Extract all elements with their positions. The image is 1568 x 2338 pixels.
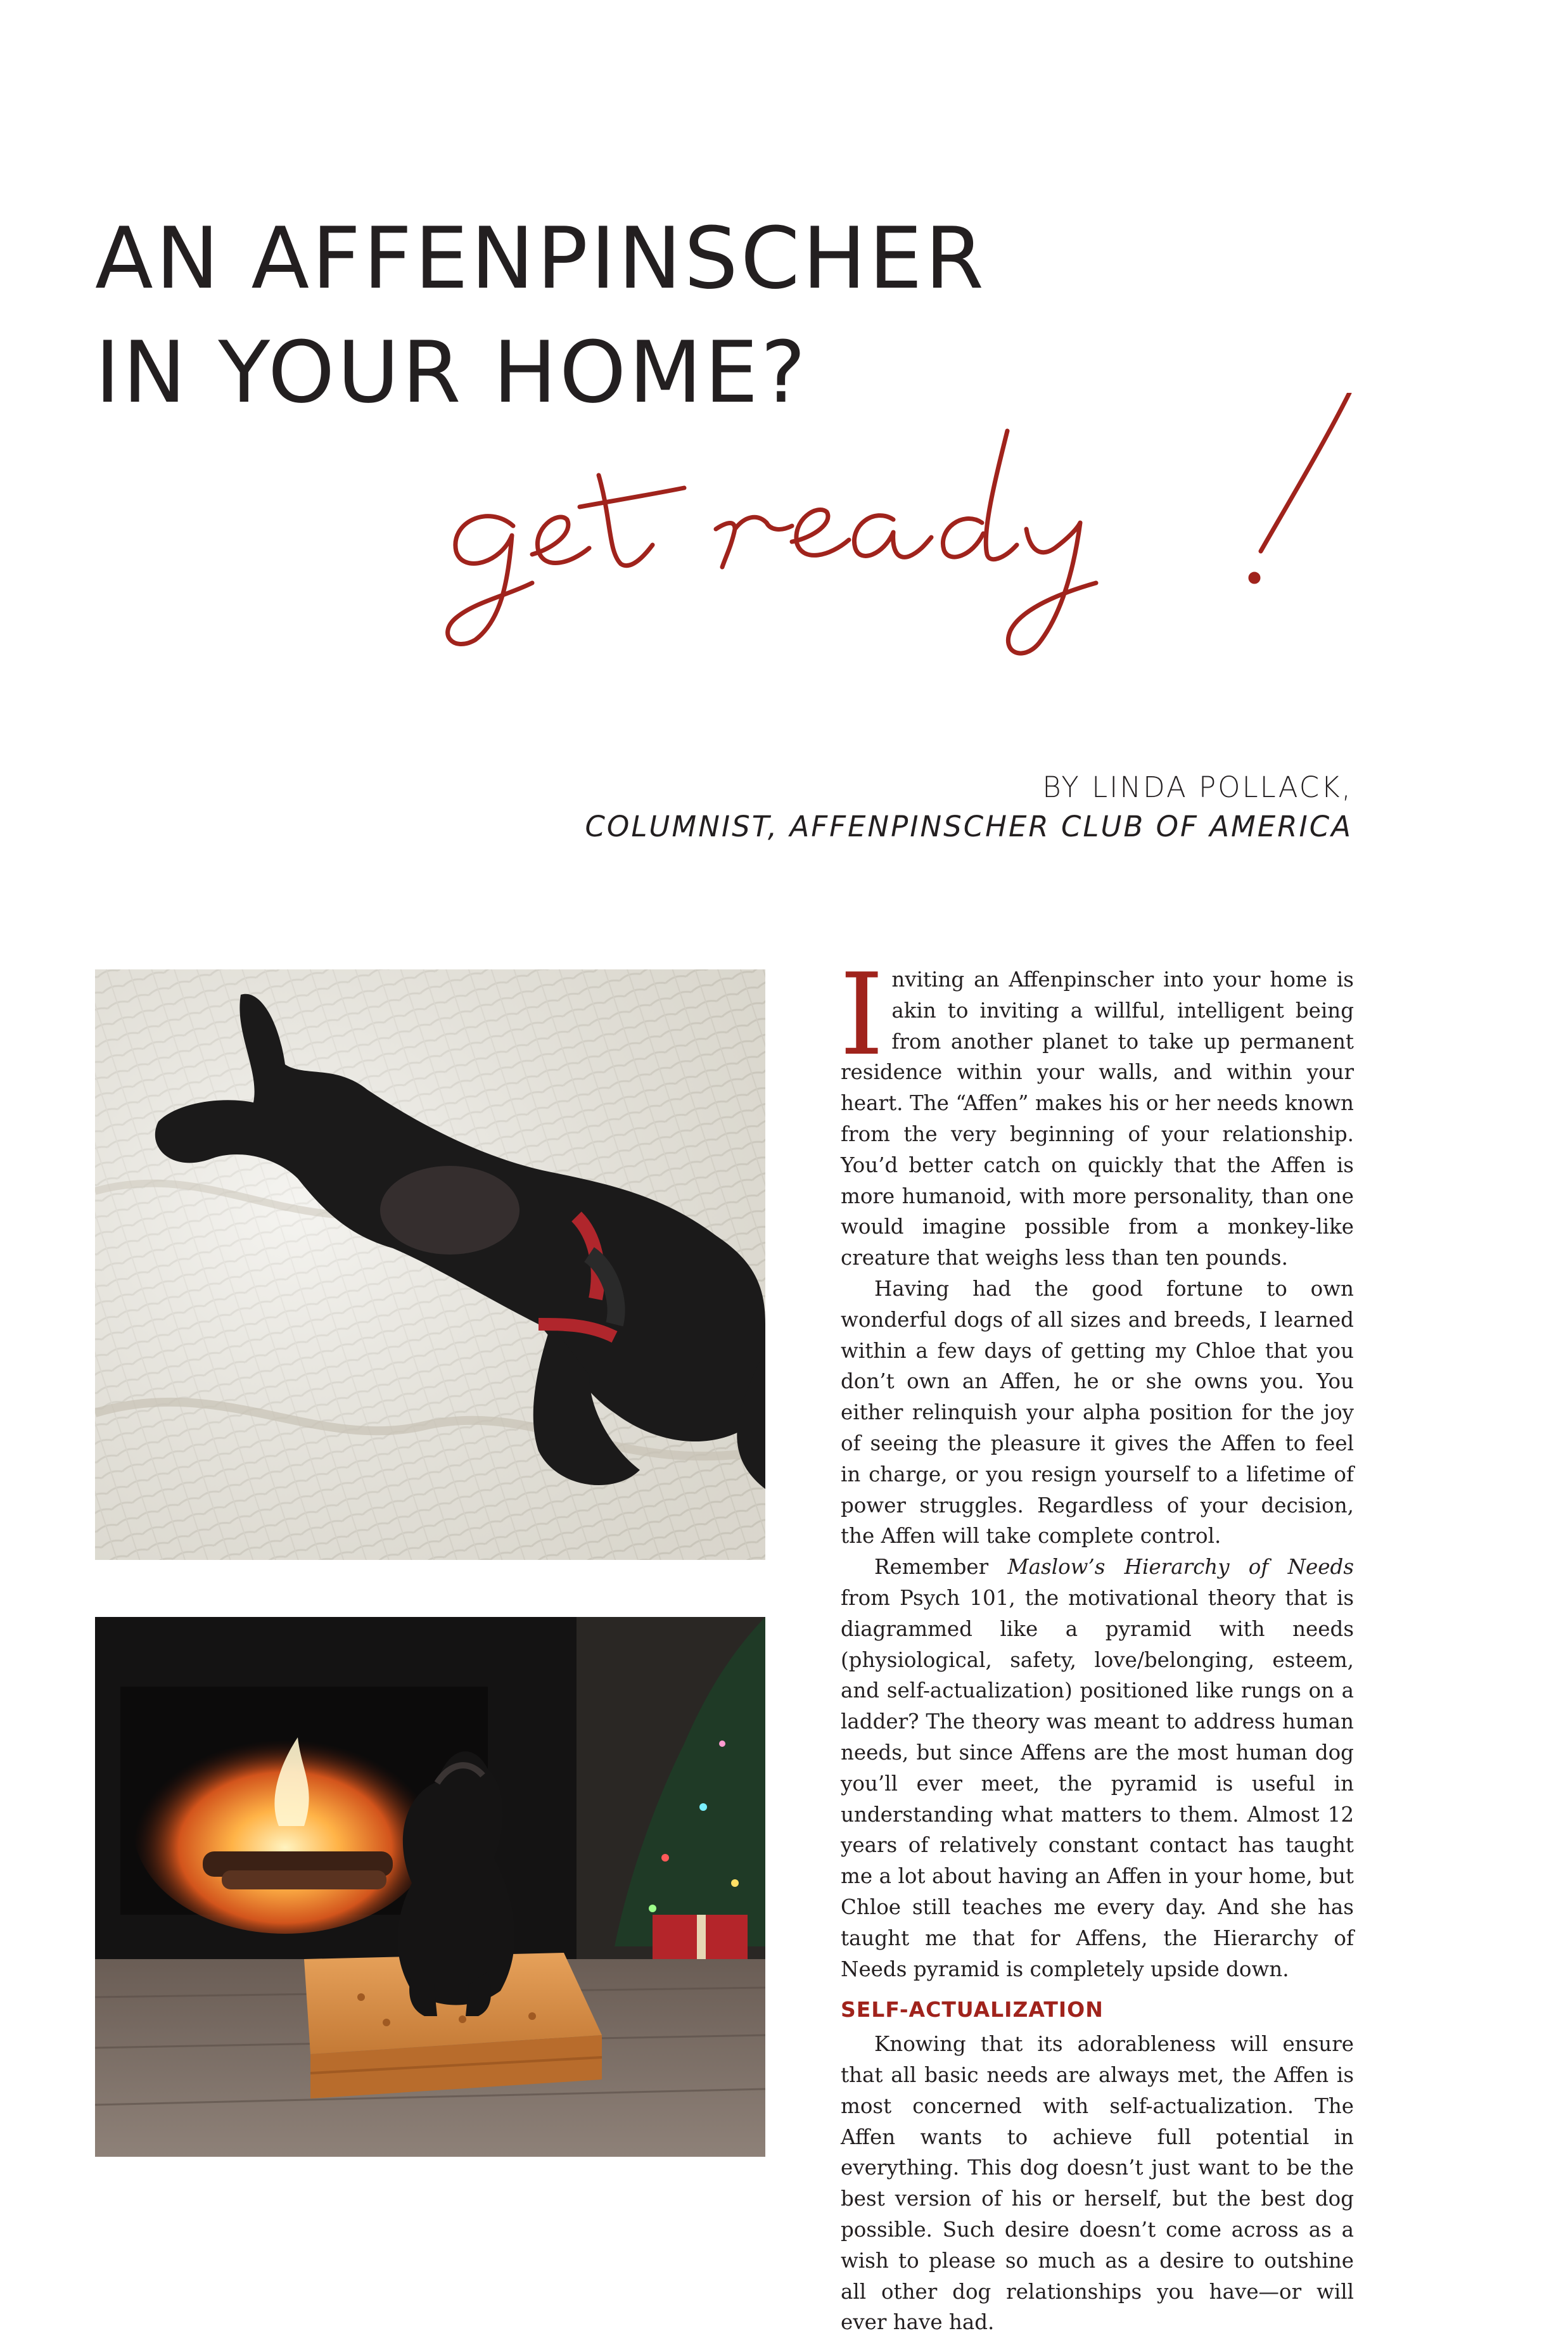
byline-author: BY LINDA POLLACK,: [1042, 770, 1353, 804]
drop-cap: I: [839, 949, 884, 1080]
section-heading: SELF-ACTUALIZATION: [841, 1997, 1104, 2022]
headline-line-2: IN YOUR HOME?: [95, 323, 808, 422]
paragraph-3: [841, 1552, 1354, 1984]
photo-dog-on-bed: [95, 969, 765, 1560]
script-lettering-get-ready: [437, 393, 1400, 672]
paragraph-3-rest: from Psych 101, the motivational theory that is diagrammed like a pyramid with needs (physiological, safety, love/belonging, esteem, and self-actualization) positioned like rungs on a ladder? The theory was meant to address human needs, but since Affens are the most human dog you’ll ever meet, the pyramid is useful in understanding what matters to them. Almost 12 years of relatively constant contact has taught me a lot about having an Affen in your home, but Chloe still teaches me every day. And she has taught me that for Affens, the Hierarchy of Needs pyramid is completely upside down.: [841, 1585, 1354, 1981]
paragraph-1: [839, 949, 1354, 1274]
paragraph-3-book-title: Maslow’s Hierarchy of Needs: [1007, 1555, 1354, 1580]
photo-dog-by-fireplace: [95, 1617, 765, 2157]
byline: [585, 768, 1353, 846]
paragraph-1-text: nviting an Affenpinscher into your home is akin to inviting a willful, intelligent being from another planet to take up permanent residence within your walls, and within your heart. The “Affen” makes his or her needs known from the very beginning of your relationship. You’d better catch on quickly that the Affen is more humanoid, with more personality, than one would imagine possible from a monkey-like creature that weighs less than ten pounds.: [841, 968, 1354, 1270]
headline-line-1: AN AFFENPINSCHER: [95, 209, 986, 308]
article-body: [839, 949, 1354, 2338]
paragraph-3-start: Remember: [874, 1555, 1008, 1580]
paragraph-4: Knowing that its adorableness will ensure that all basic needs are always met, the Affen is most concerned with self-actualization. The Affen wants to achieve full potential in everything. This dog doesn’t just want to be the best version of his or herself, but the best dog possible. Such desire doesn’t come across as a wish to please so much as a desire to outshine all other dog relationships you have—or will ever have had.: [841, 2032, 1354, 2335]
paragraph-2: Having had the good fortune to own wonderful dogs of all sizes and breeds, I learned within a few days of getting my Chloe that you don’t own an Affen, he or she owns you. You either relinquish your alpha position for the joy of seeing the pleasure it gives the Affen to feel in charge, or you resign yourself to a lifetime of power struggles. Regardless of your decision, the Affen will take complete control.: [841, 1276, 1354, 1549]
byline-role: COLUMNIST, AFFENPINSCHER CLUB OF AMERICA: [585, 810, 1353, 843]
